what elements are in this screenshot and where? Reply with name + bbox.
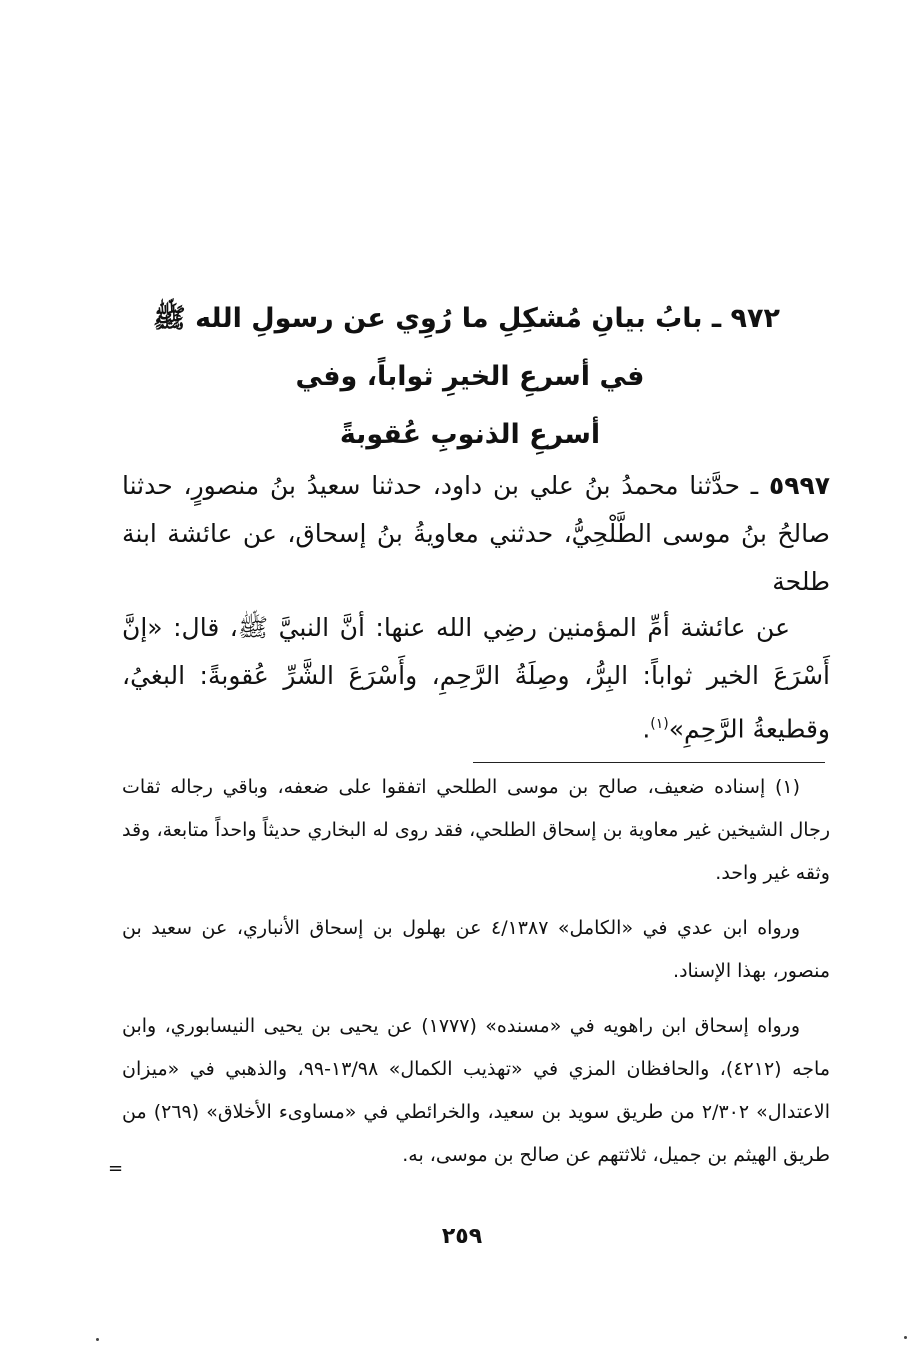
footnotes: [122, 766, 830, 1189]
scan-speck: [904, 1336, 907, 1339]
hadith-end-mark: .: [642, 714, 651, 744]
footnote-paragraph-1: (١) إسناده ضعيف، صالح بن موسى الطلحي اتفقوا على ضعفه، وباقي رجاله ثقات رجال الشيخين غير معاوية بن إسحاق الطلحي، فقد روى له البخاري حديثاً واحداً متابعة، وقد وثقه غير واحد.: [122, 776, 830, 884]
footnote-reference: (١): [650, 716, 669, 732]
footnote-paragraph-2: ورواه ابن عدي في «الكامل» ٤/١٣٨٧ عن بهلول بن إسحاق الأنباري، عن سعيد بن منصور، بهذا الإسناد.: [122, 917, 830, 982]
hadith-number: ٥٩٩٧: [768, 471, 830, 500]
chapter-heading-line-1: ٩٧٢ ـ بابُ بيانِ مُشكِلِ ما رُوِي عن رسولِ الله ﷺ: [153, 303, 780, 334]
continuation-mark: =: [108, 1158, 124, 1179]
chapter-heading-line-3: أسرعِ الذنوبِ عُقوبةً: [339, 419, 601, 450]
hadith-isnad: [122, 462, 830, 606]
footnote-divider: [473, 762, 825, 763]
hadith-isnad-text: ـ حدَّثنا محمدُ بنُ علي بن داود، حدثنا سعيدُ بنُ منصورٍ، حدثنا صالحُ بنُ موسى الطَّلْحِيُّ، حدثني معاويةُ بنُ إسحاق، عن عائشة ابنة طلحة: [122, 471, 830, 596]
page-number: ٢٥٩: [441, 1224, 483, 1249]
scan-speck: [96, 1338, 99, 1341]
footnote-paragraph-3: ورواه إسحاق ابن راهويه في «مسنده» (١٧٧٧) عن يحيى بن يحيى النيسابوري، وابن ماجه (٤٢١٢)، والحافظان المزي في «تهذيب الكمال» ١٣/٩٨-٩٩، والذهبي في «ميزان الاعتدال» ٢/٣٠٢ من طريق سويد بن سعيد، والخرائطي في «مساوىء الأخلاق» (٢٦٩) من طريق الهيثم بن جميل، ثلاثتهم عن صالح بن موسى، به.: [122, 1015, 831, 1166]
chapter-heading: [153, 290, 780, 464]
hadith-matn-text: عن عائشة أمِّ المؤمنين رضِي الله عنها: أنَّ النبيَّ ﷺ، قال: «إنَّ أَسْرَعَ الخير ثواباً: البِرُّ، وصِلَةُ الرَّحِمِ، وأَسْرَعَ الشَّرِّ عُقوبةً: البغيُ، وقطيعةُ الرَّحِمِ»: [122, 613, 830, 744]
hadith-matn: [122, 604, 830, 753]
chapter-heading-line-2: في أسرعِ الخيرِ ثواباً، وفي: [295, 361, 645, 392]
